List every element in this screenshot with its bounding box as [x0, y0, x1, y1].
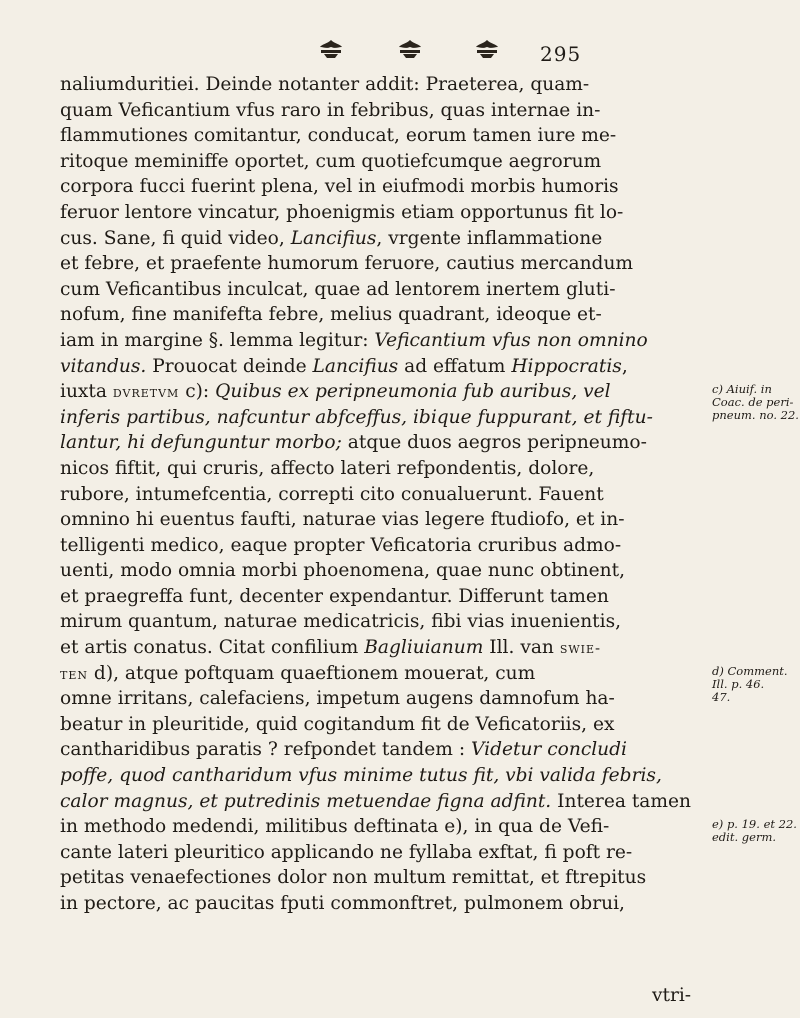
text-segment: Lancifius — [290, 227, 377, 249]
text-segment: flammutiones comitantur, conducat, eorum tamen iure me- — [60, 125, 617, 147]
margin-note-line: c) Aiuif. in — [712, 382, 772, 397]
text-segment: iuxta — [60, 381, 113, 403]
fleuron-ornament-icon — [318, 38, 344, 60]
text-line — [60, 840, 720, 866]
text-segment: cantharidibus paratis ? refpondet tandem : — [60, 739, 472, 761]
text-segment: Bagliuianum — [364, 637, 484, 659]
text-segment: quam Veficantium vfus raro in febribus, quas internae in- — [60, 99, 601, 121]
text-segment: telligenti medico, eaque propter Veficatoria cruribus admo- — [60, 534, 622, 556]
text-line — [60, 584, 720, 610]
page-header — [0, 36, 800, 70]
text-segment: rubore, intumefcentia, correpti cito conualuerunt. Fauent — [60, 483, 604, 505]
text-line — [60, 789, 720, 815]
text-segment: nofum, fine manifefta febre, melius quadrant, ideoque et- — [60, 304, 602, 326]
text-segment: Prouocat deinde — [146, 355, 313, 377]
text-segment: inferis partibus, nafcuntur abfceffus, ibique fuppurant, et fiftu- — [60, 406, 653, 428]
text-segment: cum Veficantibus inculcat, quae ad lentorem inertem gluti- — [60, 278, 616, 300]
main-text-column — [60, 72, 720, 917]
text-line — [60, 251, 720, 277]
text-line — [60, 226, 720, 252]
margin-note-line: 47. — [712, 689, 731, 704]
text-line — [60, 763, 720, 789]
text-line — [60, 507, 720, 533]
text-line — [60, 533, 720, 559]
text-line — [60, 456, 720, 482]
text-segment: in pectore, ac paucitas fputi commonftret, pulmonem obrui, — [60, 893, 625, 914]
text-segment: Quibus ex peripneumonia fub auribus, vel — [215, 381, 611, 403]
text-segment: in methodo medendi, militibus deftinata e), in qua de Vefi- — [60, 816, 610, 838]
text-line — [60, 328, 720, 354]
text-segment: Hippocratis — [511, 355, 622, 377]
margin-note-line: d) Comment. — [712, 663, 788, 678]
text-segment: , — [621, 355, 628, 377]
text-segment: ritoque meminiffe oportet, cum quotiefcumque aegrorum — [60, 150, 602, 172]
margin-note-line: Ill. p. 46. — [712, 676, 765, 691]
text-segment: iam in margine §. lemma legitur: — [60, 329, 375, 351]
text-segment: Ill. van — [483, 637, 560, 659]
text-segment: Videtur concludi — [471, 739, 627, 761]
fleuron-ornament-icon — [397, 38, 423, 60]
page-number: 295 — [540, 42, 582, 66]
text-line — [60, 98, 720, 124]
text-line — [60, 379, 720, 405]
text-line — [60, 302, 720, 328]
text-segment: mirum quantum, naturae medicatricis, fibi vias inuenientis, — [60, 611, 622, 633]
margin-note — [712, 383, 799, 422]
text-line — [60, 405, 720, 431]
text-segment: poffe, quod cantharidum vfus minime tutus fit, vbi valida febris, — [60, 765, 662, 787]
text-line — [60, 482, 720, 508]
text-segment: beatur in pleuritide, quid cogitandum fit de Veficatoriis, ex — [60, 713, 615, 735]
text-segment: atque duos aegros peripneumo- — [341, 432, 647, 454]
text-segment: nalium — [60, 74, 125, 95]
margin-note-line: edit. germ. — [712, 830, 777, 845]
text-segment: swie- — [559, 639, 602, 658]
text-line — [60, 737, 720, 763]
text-segment: Interea tamen — [551, 790, 691, 812]
margin-note-line: Coac. de peri- — [712, 395, 794, 410]
catchword: vtri- — [652, 985, 692, 1006]
text-segment: ad effatum — [398, 355, 512, 377]
text-segment: uenti, modo omnia morbi phoenomena, quae nunc obtinent, — [60, 560, 625, 582]
text-line — [60, 72, 720, 98]
text-segment: lantur, hi defunguntur morbo; — [60, 432, 342, 454]
text-segment: corpora fucci fuerint plena, vel in eiufmodi morbis humoris — [60, 176, 619, 198]
text-segment: feruor lentore vincatur, phoenigmis etiam opportunus fit lo- — [60, 201, 624, 223]
text-line — [60, 200, 720, 226]
text-segment: omnino hi euentus faufti, naturae vias legere ftudiofo, et in- — [60, 509, 625, 531]
text-line — [60, 277, 720, 303]
text-segment: cante lateri pleuritico applicando ne fyllaba exftat, fi poft re- — [60, 841, 633, 863]
text-segment: ten — [60, 664, 88, 683]
text-segment: petitas venaefectiones dolor non multum remittat, et ftrepitus — [60, 867, 647, 889]
margin-note — [712, 818, 797, 844]
text-segment: et praegreffa funt, decenter expendantur. Differunt tamen — [60, 585, 609, 607]
text-segment: duritiei. Deinde notanter addit: Praeterea, quam- — [124, 74, 590, 95]
text-line — [60, 712, 720, 738]
text-segment: omne irritans, calefaciens, impetum augens damnofum ha- — [60, 688, 615, 710]
text-segment: et febre, et praefente humorum feruore, cautius mercandum — [60, 253, 634, 275]
text-line — [60, 686, 720, 712]
text-segment: vitandus. — [60, 355, 147, 377]
text-line — [60, 354, 720, 380]
margin-note-line: pneum. no. 22. — [712, 408, 799, 423]
text-line — [60, 814, 720, 840]
margin-note — [712, 665, 788, 704]
text-line — [60, 430, 720, 456]
text-segment: Veficantium vfus non omnino — [374, 329, 648, 351]
text-line — [60, 865, 720, 891]
text-line — [60, 635, 720, 661]
text-line — [60, 123, 720, 149]
text-segment: , vrgente inflammatione — [376, 227, 603, 249]
text-line — [60, 661, 720, 687]
text-line — [60, 891, 720, 917]
text-segment: nicos fiftit, qui cruris, affecto lateri refpondentis, dolore, — [60, 457, 595, 479]
text-segment: calor magnus, et putredinis metuendae figna adfint. — [60, 790, 552, 812]
text-line — [60, 174, 720, 200]
text-segment: cus. Sane, fi quid video, — [60, 227, 291, 249]
text-line — [60, 609, 720, 635]
text-segment: dvretvm — [112, 383, 180, 402]
text-segment: Lancifius — [312, 355, 399, 377]
text-line — [60, 149, 720, 175]
text-segment: et artis conatus. Citat confilium — [60, 637, 365, 659]
text-segment: c): — [179, 381, 216, 403]
text-line — [60, 558, 720, 584]
margin-note-line: e) p. 19. et 22. — [712, 817, 797, 832]
fleuron-ornament-icon — [474, 38, 500, 60]
text-segment: d), atque poftquam quaeftionem mouerat, cum — [88, 662, 536, 684]
